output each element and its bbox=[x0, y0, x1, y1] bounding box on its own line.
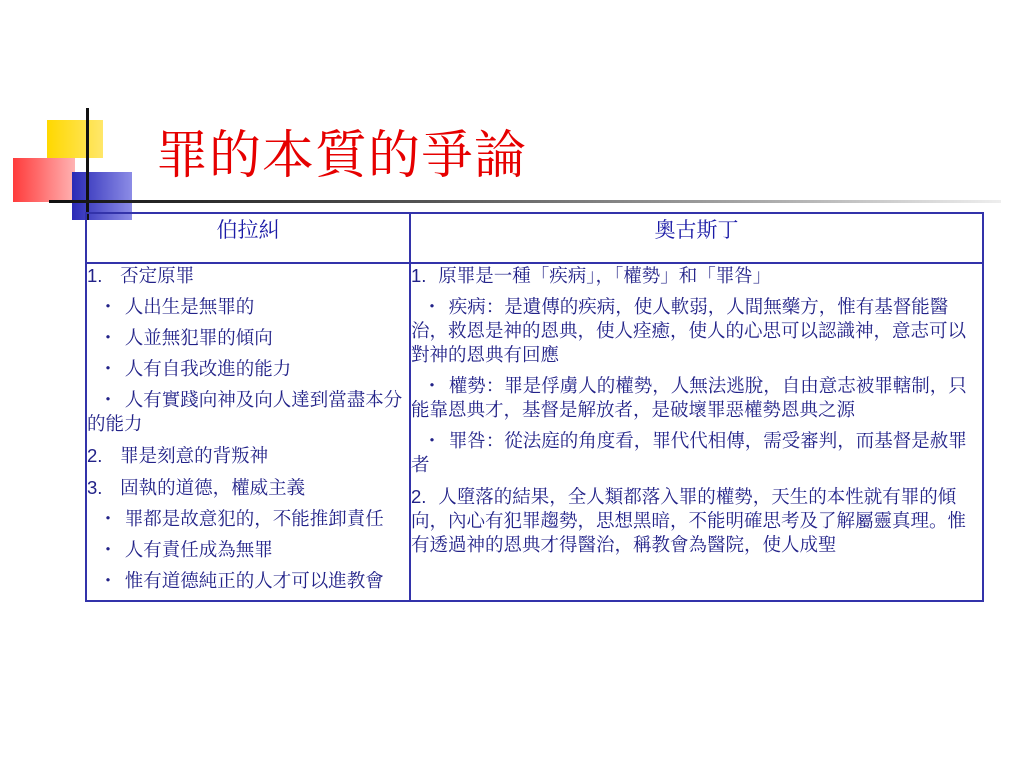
list-item: 1. 原罪是一種「疾病」，「權勢」和「罪咎」 bbox=[411, 265, 772, 287]
comparison-table bbox=[85, 212, 984, 602]
list-item: ・ 權勢：罪是俘虜人的權勢，人無法逃脫，自由意志被罪轄制，只能靠恩典才，基督是解放者，是破壞罪惡權勢恩典之源 bbox=[411, 376, 967, 421]
list-item: ・ 惟有道德純正的人才可以進教會 bbox=[98, 571, 384, 592]
list-item: 2. 罪是刻意的背叛神 bbox=[87, 445, 269, 467]
decor-yellow-square bbox=[47, 120, 103, 158]
list-item: 2. 人墮落的結果，全人類都落入罪的權勢，天生的本性就有罪的傾向，內心有犯罪趨勢，思想黑暗，不能明確思考及了解屬靈真理。惟有透過神的恩典才得醫治，稱教會為醫院，使人成聖 bbox=[411, 486, 967, 556]
decor-red-square bbox=[13, 158, 75, 202]
list-item: ・ 疾病：是遺傳的疾病，使人軟弱，人間無藥方，惟有基督能醫治，救恩是神的恩典，使人痊癒，使人的心思可以認識神，意志可以對神的恩典有回應 bbox=[411, 297, 967, 366]
decor-vertical-line bbox=[86, 108, 89, 220]
list-item: ・ 人有自我改進的能力 bbox=[98, 359, 292, 380]
list-item: ・ 罪咎：從法庭的角度看，罪代代相傳，需受審判，而基督是赦罪者 bbox=[411, 431, 967, 476]
decor-horizontal-line bbox=[49, 200, 1001, 203]
slide-title: 罪的本質的爭論 bbox=[156, 126, 528, 186]
pelagius-column bbox=[86, 263, 410, 601]
list-item: ・ 人出生是無罪的 bbox=[98, 297, 255, 318]
list-item: ・ 罪都是故意犯的，不能推卸責任 bbox=[98, 509, 384, 530]
list-item: 1. 否定原罪 bbox=[87, 265, 195, 287]
table-row bbox=[86, 263, 983, 601]
header-pelagius: 伯拉糾 bbox=[86, 213, 410, 263]
header-augustine: 奧古斯丁 bbox=[410, 213, 983, 263]
list-item: ・ 人有責任成為無罪 bbox=[98, 540, 273, 561]
list-item: 3. 固執的道德，權威主義 bbox=[87, 477, 306, 499]
table-header-row bbox=[86, 213, 983, 263]
augustine-column bbox=[410, 263, 983, 601]
list-item: ・ 人並無犯罪的傾向 bbox=[98, 328, 273, 349]
list-item: ・ 人有實踐向神及向人達到當盡本分的能力 bbox=[87, 390, 403, 435]
